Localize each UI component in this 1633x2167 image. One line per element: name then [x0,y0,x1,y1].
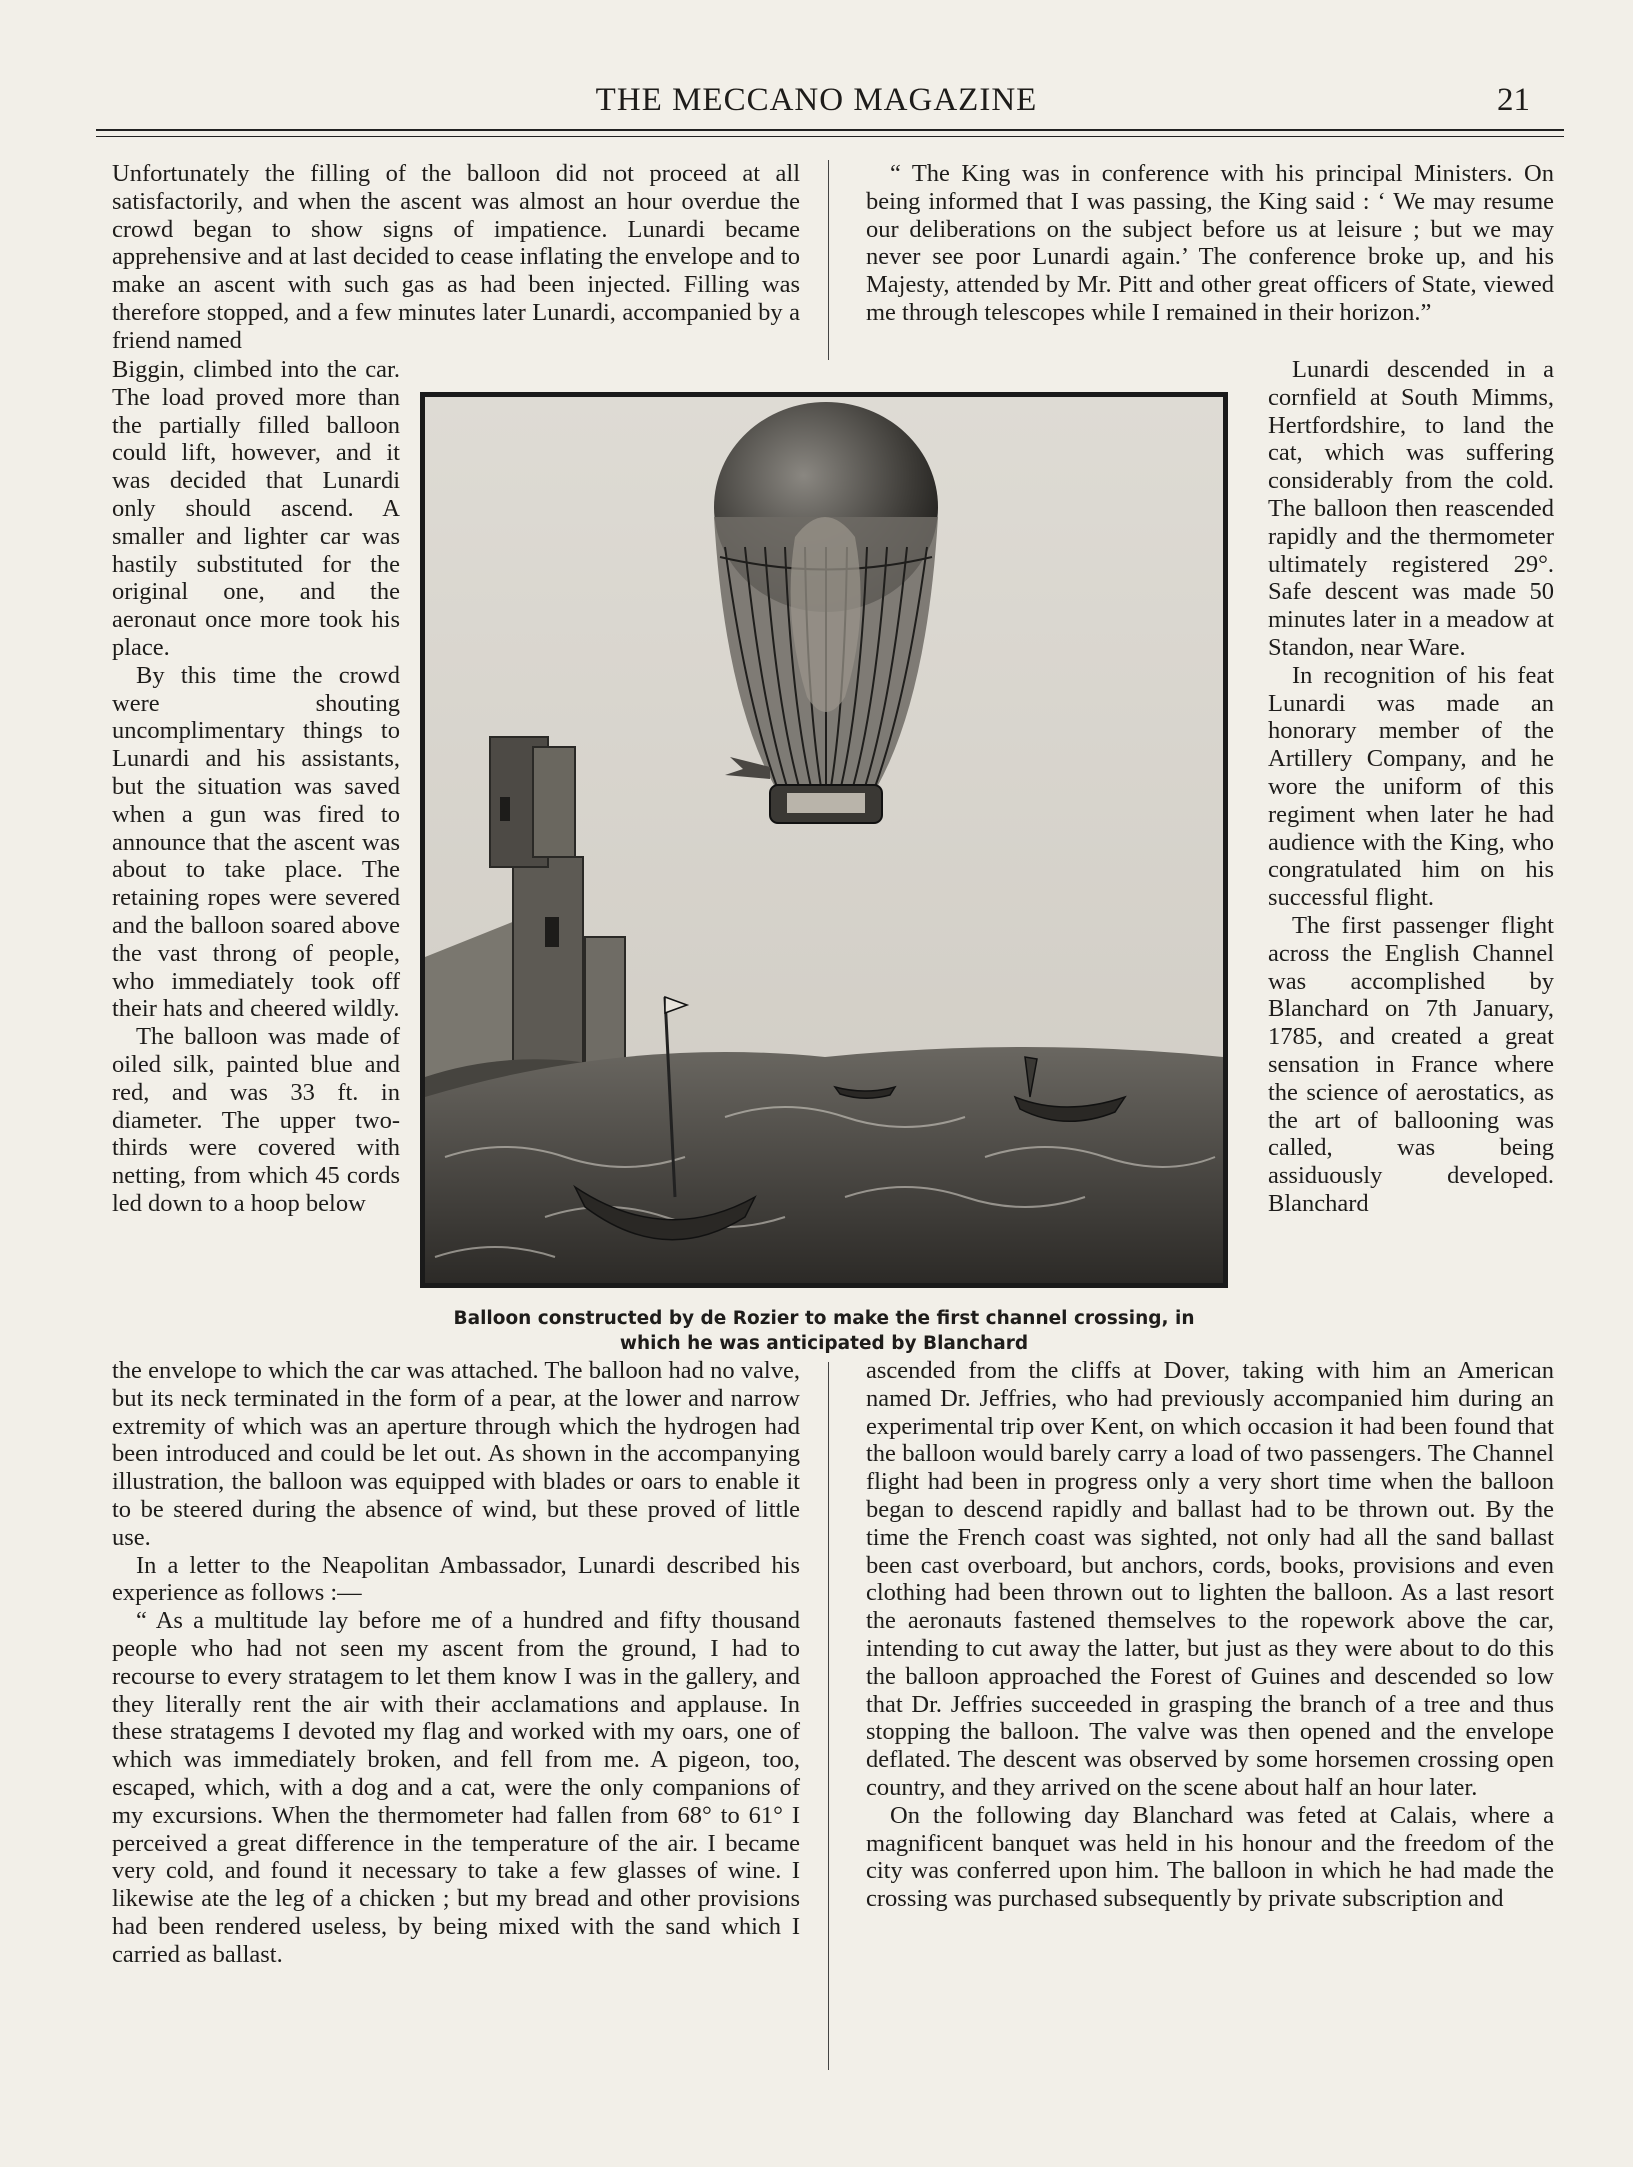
caption-line: which he was anticipated by Blanchard [619,1333,1029,1354]
column-divider-top [828,160,829,360]
header-rule [96,129,1564,131]
paragraph: the envelope to which the car was attached. The balloon had no valve, but its neck terminated in the form of a pear, at the lower and narrow extremity of which was an aperture through which the hydrogen had been introduced and could be let out. As shown in the accompanying illustration, the balloon was equipped with blades or oars to enable it to be steered during the absence of wind, but these proved of little use. [112,1357,800,1551]
column-divider-bottom [828,1362,829,2070]
figure-caption [420,1306,1228,1356]
right-column-bottom [866,1357,1554,1913]
paragraph: Lunardi descended in a cornfield at South Mimms, Hertfordshire, to land the cat, which was suffering considerably from the cold. The balloon then reascended rapidly and the thermometer ultimately registered 29°. Safe descent was made 50 minutes later in a meadow at Standon, near Ware. [1268,356,1554,661]
magazine-title: THE MECCANO MAGAZINE [595,82,1038,118]
paragraph: On the following day Blanchard was feted at Calais, where a magnificent banquet was held in his honour and the freedom of the city was conferred upon him. The balloon in which he had made the crossing was purchased subsequently by private subscription and [866,1801,1554,1913]
paragraph: In recognition of his feat Lunardi was made an honorary member of the Artillery Company, and he wore the uniform of this regiment when later he had audience with the King, who congratulated him on his successful flight. [1268,661,1554,912]
paragraph: ascended from the cliffs at Dover, taking with him an American named Dr. Jeffries, who had previously accompanied him during an experimental trip over Kent, on which occasion it had been found that the balloon would barely carry a load of two passengers. The Channel flight had been in progress only a very short time when the balloon began to descend rapidly and ballast had to be thrown out. By the time the French coast was sighted, not only had all the sand ballast been cast overboard, but anchors, cords, books, provisions and even clothing had been thrown out to lighten the balloon. As a last resort the aeronauts fastened themselves to the ropework above the car, intending to cut away the latter, but just as they were about to do this the balloon approached the Forest of Guines and descended so low that Dr. Jeffries succeeded in grasping the branch of a tree and thus stopping the balloon. The valve was then opened and the envelope deflated. The descent was observed by some horsemen crossing open country, and they arrived on the scene about half an hour later. [866,1357,1554,1801]
caption-line: Balloon constructed by de Rozier to make the first channel crossing, in [453,1308,1195,1329]
balloon-illustration [420,392,1228,1288]
header-rule-thin [96,136,1564,137]
left-column-narrow [112,356,400,1218]
sea [425,1047,1223,1283]
paragraph: The first passenger flight across the English Channel was accomplished by Blanchard on 7th January, 1785, and created a great sensation in France where the science of aerostatics, as the art of ballooning was called, was being assiduously developed. Blanchard [1268,911,1554,1217]
paragraph: Biggin, climbed into the car. The load proved more than the partially filled balloon could lift, however, and it was decided that Lunardi only should ascend. A smaller and lighter car was hastily substituted for the original one, and the aeronaut once more took his place. [112,356,400,661]
right-column-narrow [1268,356,1554,1218]
page-number: 21 [1497,82,1530,118]
paragraph: “ The King was in conference with his principal Ministers. On being informed that I was passing, the King said : ‘ We may resume our deliberations on the subject before us at leisure ; but we may never see poor Lunardi again.’ The conference broke up, and his Majesty, attended by Mr. Pitt and other great officers of State, viewed me through telescopes while I remained in their horizon.” [866,160,1554,326]
left-column-top [112,160,800,355]
paragraph: “ As a multitude lay before me of a hundred and fifty thousand people who had not seen my ascent from the ground, I had to recourse to every stratagem to let them know I was in the gallery, and they literally rent the air with their acclamations and applause. In these stratagems I devoted my flag and worked with my oars, one of which was immediately broken, and fell from me. A pigeon, too, escaped, which, with a dog and a cat, were the only companions of my excursions. When the thermometer had fallen from 68° to 61° I perceived a great difference in the temperature of the air. I became very cold, and found it necessary to take a few glasses of wine. I likewise ate the leg of a chicken ; but my bread and other provisions had been rendered useless, by being mixed with the sand which I carried as ballast. [112,1607,800,1968]
paragraph: By this time the crowd were shouting uncomplimentary things to Lunardi and his assistants, but the situation was saved when a gun was fired to announce that the ascent was about to take place. The retaining ropes were severed and the balloon soared above the vast throng of people, who immediately took off their hats and cheered wildly. [112,661,400,1023]
paragraph: In a letter to the Neapolitan Ambassador, Lunardi described his experience as follows :— [112,1551,800,1607]
right-column-top [866,160,1554,327]
left-column-bottom [112,1357,800,1969]
paragraph: The balloon was made of oiled silk, painted blue and red, and was 33 ft. in diameter. The upper two-thirds were covered with netting, from which 45 cords led down to a hoop below [112,1023,400,1217]
engraving-balloon-over-sea [425,397,1223,1283]
paragraph: Unfortunately the filling of the balloon did not proceed at all satisfactorily, and when the ascent was almost an hour overdue the crowd began to show signs of impatience. Lunardi became apprehensive and at last decided to cease inflating the envelope and to make an ascent with such gas as had been injected. Filling was therefore stopped, and a few minutes later Lunardi, accompanied by a friend named [112,160,800,354]
